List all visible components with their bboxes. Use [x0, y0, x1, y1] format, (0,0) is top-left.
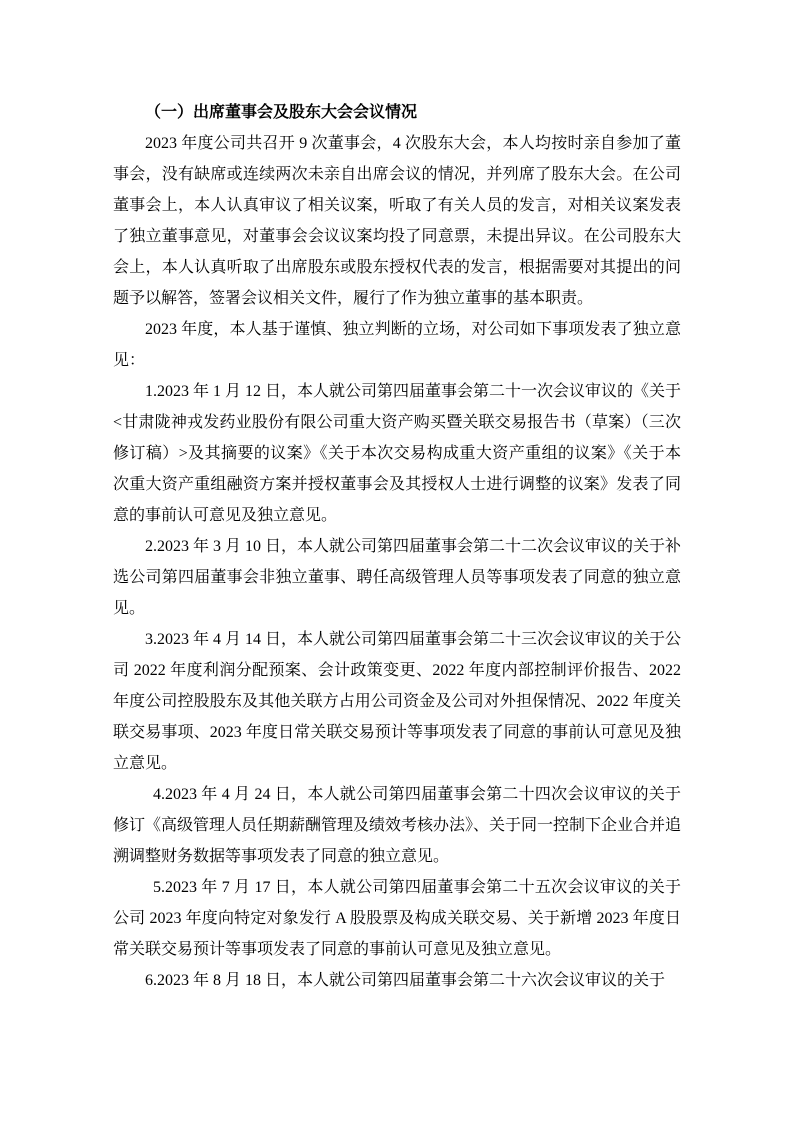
list-item-opinion-6: 6.2023 年 8 月 18 日，本人就公司第四届董事会第二十六次会议审议的关于: [145, 972, 666, 989]
paragraph-meeting-attendance: 2023 年度公司共召开 9 次董事会，4 次股东大会，本人均按时亲自参加了董事会，没有缺席或连续两次未亲自出席会议的情况，并列席了股东大会。在公司董事会上，本人认真审议了相关议案，听取了有关人员的发言，对相关议案发表了独立董事意见，对董事会会议议案均投了同意票，未提出异议。在公司股东大会上，本人认真听取了出席股东或股东授权代表的发言，根据需要对其提出的问题予以解答，签署会议相关文件，履行了作为独立董事的基本职责。: [113, 135, 681, 307]
list-item-opinion-1: 1.2023 年 1 月 12 日，本人就公司第四届董事会第二十一次会议审议的《关于<甘肃陇神戎发药业股份有限公司重大资产购买暨关联交易报告书（草案）（三次修订稿）>及其摘要的议案》《关于本次交易构成重大资产重组的议案》《关于本次重大资产重组融资方案并授权董事会及其授权人士进行调整的议案》发表了同意的事前认可意见及独立意见。: [113, 383, 682, 524]
list-item-opinion-3: 3.2023 年 4 月 14 日，本人就公司第四届董事会第二十三次会议审议的关于公司 2022 年度利润分配预案、会计政策变更、2022 年度内部控制评价报告、2022 年度公司控股股东及其他关联方占用公司资金及公司对外担保情况、2022 年度关联交易事项、2023 年度日常关联交易预计等事项发表了同意的事前认可意见及独立意见。: [113, 631, 682, 772]
list-item-opinion-2: 2.2023 年 3 月 10 日，本人就公司第四届董事会第二十二次会议审议的关于补选公司第四届董事会非独立董事、聘任高级管理人员等事项发表了同意的独立意见。: [113, 538, 682, 617]
list-item-opinion-5: 5.2023 年 7 月 17 日，本人就公司第四届董事会第二十五次会议审议的关于公司 2023 年度向特定对象发行 A 股股票及构成关联交易、关于新增 2023 年度日常关联交易预计等事项发表了同意的事前认可意见及独立意见。: [113, 879, 681, 958]
list-item-opinion-4: 4.2023 年 4 月 24 日，本人就公司第四届董事会第二十四次会议审议的关于修订《高级管理人员任期薪酬管理及绩效考核办法》、关于同一控制下企业合并追溯调整财务数据等事项发表了同意的独立意见。: [113, 786, 682, 865]
section-heading: （一）出席董事会及股东大会会议情况: [145, 104, 418, 121]
paragraph-opinions-intro: 2023 年度，本人基于谨慎、独立判断的立场，对公司如下事项发表了独立意见：: [113, 321, 681, 369]
